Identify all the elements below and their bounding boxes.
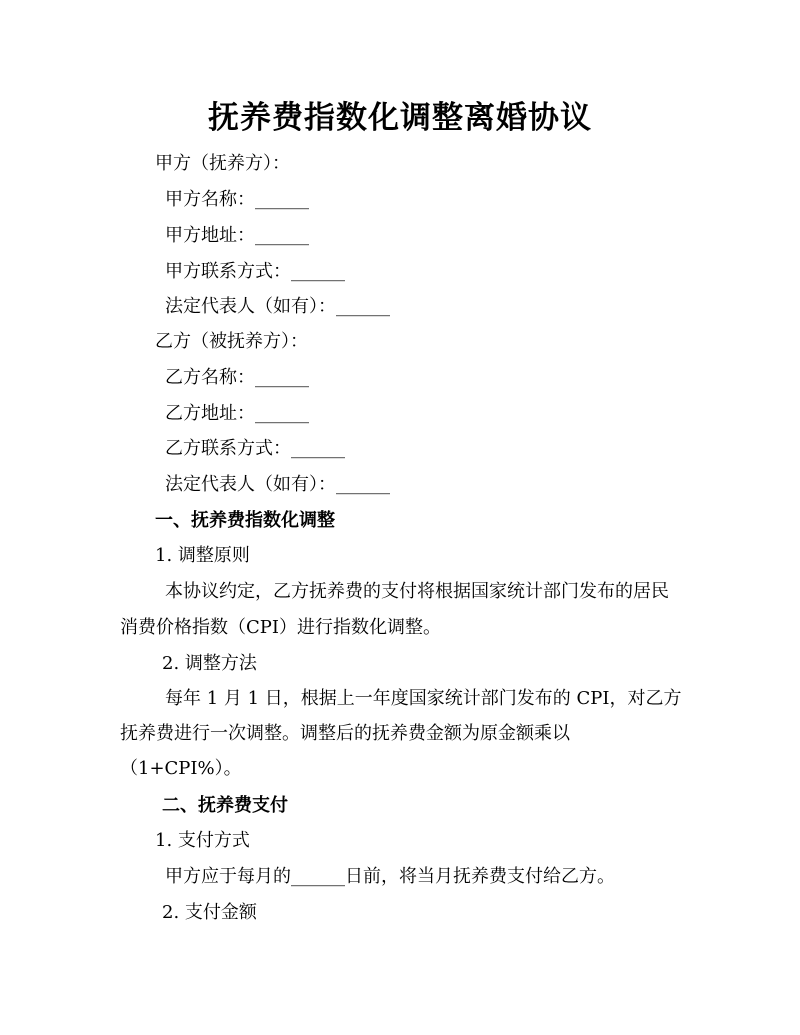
party-a-contact: 甲方联系方式：______ bbox=[165, 261, 345, 282]
section-1-item-1-line-1: 本协议约定，乙方抚养费的支付将根据国家统计部门发布的居民 bbox=[165, 581, 669, 602]
party-b-legal-rep: 法定代表人（如有）：______ bbox=[165, 474, 390, 495]
party-b-contact: 乙方联系方式：______ bbox=[165, 438, 345, 459]
section-1-item-2-line-1: 每年 1 月 1 日，根据上一年度国家统计部门发布的 CPI，对乙方 bbox=[165, 688, 682, 709]
section-2-item-1-line-1: 甲方应于每月的______日前，将当月抚养费支付给乙方。 bbox=[165, 866, 615, 887]
section-1-item-1-line-2: 消费价格指数（CPI）进行指数化调整。 bbox=[120, 617, 441, 638]
party-b-name: 乙方名称：______ bbox=[165, 367, 309, 388]
section-1-item-2-line-3: （1+CPI%）。 bbox=[120, 758, 242, 779]
party-a-heading: 甲方（抚养方）： bbox=[155, 153, 290, 174]
party-a-name: 甲方名称：______ bbox=[165, 189, 309, 210]
party-a-address: 甲方地址：______ bbox=[165, 225, 309, 246]
party-b-heading: 乙方（被抚养方）： bbox=[155, 331, 308, 352]
section-1-item-2-title: 2. 调整方法 bbox=[162, 653, 257, 674]
party-b-address: 乙方地址：______ bbox=[165, 403, 309, 424]
section-2-item-2-title: 2. 支付金额 bbox=[162, 902, 257, 923]
party-a-legal-rep: 法定代表人（如有）：______ bbox=[165, 296, 390, 317]
section-1-item-1-title: 1. 调整原则 bbox=[155, 545, 250, 566]
section-1-heading: 一、抚养费指数化调整 bbox=[155, 510, 335, 531]
section-1-item-2-line-2: 抚养费进行一次调整。调整后的抚养费金额为原金额乘以 bbox=[120, 723, 570, 744]
document-title: 抚养费指数化调整离婚协议 bbox=[208, 100, 592, 136]
section-2-item-1-title: 1. 支付方式 bbox=[155, 830, 250, 851]
section-2-heading: 二、抚养费支付 bbox=[162, 795, 288, 816]
